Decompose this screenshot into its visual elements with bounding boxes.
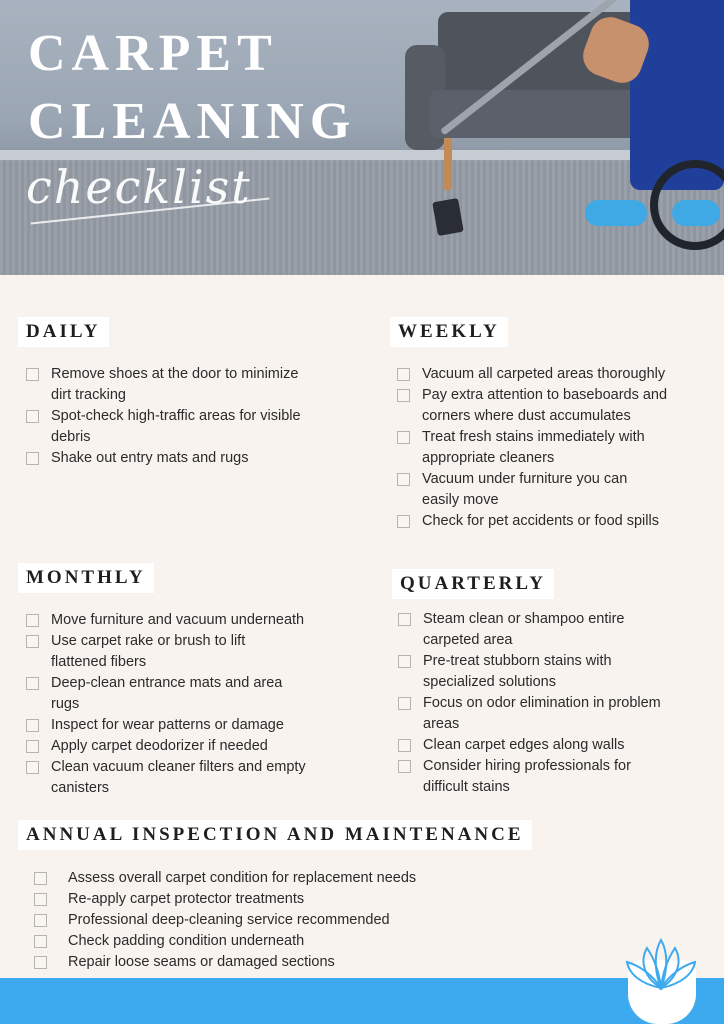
checkbox-icon[interactable] (26, 614, 39, 627)
cleaning-worker (630, 0, 724, 190)
checklist-item: Re-apply carpet protector treatments (34, 889, 594, 910)
checkbox-icon[interactable] (34, 872, 47, 885)
heading-daily: DAILY (18, 317, 109, 347)
title-line-1: CARPET (28, 25, 278, 82)
checklist-item: Assess overall carpet condition for replacement needs (34, 868, 594, 889)
checkbox-icon[interactable] (34, 935, 47, 948)
hero-photo (0, 0, 724, 275)
checkbox-icon[interactable] (398, 760, 411, 773)
checkbox-icon[interactable] (398, 697, 411, 710)
annual-list (34, 868, 594, 973)
checkbox-icon[interactable] (397, 389, 410, 402)
shoe-cover (672, 200, 720, 226)
vacuum-nozzle (432, 198, 464, 236)
checkbox-icon[interactable] (398, 739, 411, 752)
checkbox-icon[interactable] (398, 613, 411, 626)
checkbox-icon[interactable] (34, 956, 47, 969)
checklist-item: Pay extra attention to baseboards and corners where dust accumulates (397, 385, 717, 427)
checklist-item: Use carpet rake or brush to lift flattened fibers (26, 631, 371, 673)
checklist-item: Pre-treat stubborn stains with specialized solutions (398, 651, 718, 693)
checkbox-icon[interactable] (397, 473, 410, 486)
checklist-item: Clean vacuum cleaner filters and empty canisters (26, 757, 371, 799)
subtitle-script: checklist (26, 160, 252, 214)
checkbox-icon[interactable] (397, 431, 410, 444)
checklist-item: Steam clean or shampoo entire carpeted area (398, 609, 718, 651)
weekly-list (397, 364, 717, 532)
checkbox-icon[interactable] (397, 515, 410, 528)
checklist-item: Focus on odor elimination in problem areas (398, 693, 718, 735)
checkbox-icon[interactable] (26, 677, 39, 690)
checklist-item: Apply carpet deodorizer if needed (26, 736, 371, 757)
checkbox-icon[interactable] (26, 410, 39, 423)
heading-weekly: WEEKLY (390, 317, 508, 347)
checkbox-icon[interactable] (26, 635, 39, 648)
heading-annual: ANNUAL INSPECTION AND MAINTENANCE (18, 820, 532, 850)
checkbox-icon[interactable] (26, 368, 39, 381)
quarterly-list (398, 609, 718, 798)
checkbox-icon[interactable] (26, 761, 39, 774)
checklist-item: Deep-clean entrance mats and area rugs (26, 673, 371, 715)
checklist-item: Check padding condition underneath (34, 931, 594, 952)
checkbox-icon[interactable] (397, 368, 410, 381)
checklist-item: Consider hiring professionals for difficult stains (398, 756, 718, 798)
checkbox-icon[interactable] (34, 893, 47, 906)
shoe-cover (585, 200, 647, 226)
title-line-2: CLEANING (28, 93, 357, 150)
checkbox-icon[interactable] (34, 914, 47, 927)
checkbox-icon[interactable] (26, 452, 39, 465)
heading-quarterly: QUARTERLY (392, 569, 554, 599)
checkbox-icon[interactable] (398, 655, 411, 668)
checklist-item: Shake out entry mats and rugs (26, 448, 366, 469)
footer-band (0, 978, 724, 1024)
sofa-leg (444, 138, 452, 190)
daily-list (26, 364, 366, 469)
checklist-item: Check for pet accidents or food spills (397, 511, 717, 532)
checklist-item: Clean carpet edges along walls (398, 735, 718, 756)
checkbox-icon[interactable] (26, 719, 39, 732)
checklist-item: Repair loose seams or damaged sections (34, 952, 594, 973)
heading-monthly: MONTHLY (18, 563, 154, 593)
monthly-list (26, 610, 371, 799)
succulent-icon (625, 938, 697, 994)
checklist-item: Professional deep-cleaning service recommended (34, 910, 594, 931)
checklist-item: Remove shoes at the door to minimize dirt tracking (26, 364, 366, 406)
checkbox-icon[interactable] (26, 740, 39, 753)
checklist-item: Inspect for wear patterns or damage (26, 715, 371, 736)
checklist-item: Vacuum under furniture you can easily move (397, 469, 717, 511)
checklist-item: Vacuum all carpeted areas thoroughly (397, 364, 717, 385)
checklist-item: Spot-check high-traffic areas for visible debris (26, 406, 366, 448)
checklist-item: Move furniture and vacuum underneath (26, 610, 371, 631)
checklist-item: Treat fresh stains immediately with appropriate cleaners (397, 427, 717, 469)
